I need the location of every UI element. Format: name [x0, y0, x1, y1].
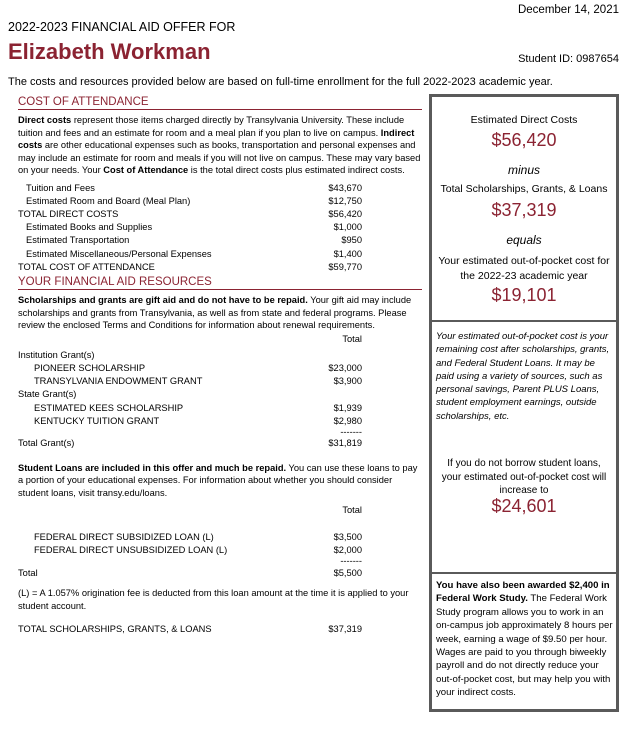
aid-total-header: Total	[342, 333, 362, 344]
left-column	[18, 96, 422, 635]
loans-total-header: Total	[342, 504, 362, 515]
offer-title: 2022-2023 FINANCIAL AID OFFER FOR	[8, 20, 236, 34]
summary-divider	[432, 320, 616, 322]
cost-row: Estimated Books and Supplies $1,000	[26, 222, 362, 233]
summary-box	[429, 94, 619, 712]
aid-paragraph: Scholarships and grants are gift aid and do not have to be repaid. Your gift aid may include scholarships and grants from Transylvania, as well as from state and federal programs. Please review the enclosed Terms and Conditions for information about renewal requirements.	[18, 295, 412, 331]
letter-date: December 14, 2021	[517, 4, 619, 16]
aid-total-amount: $37,319	[491, 200, 557, 220]
total-grants-row: Total Grant(s) $31,819	[18, 437, 362, 448]
cost-row: Estimated Miscellaneous/Personal Expenses $1,400	[26, 248, 362, 259]
aid-heading: YOUR FINANCIAL AID RESOURCES	[18, 276, 422, 290]
oop-explanation: Your estimated out-of-pocket cost is your remaining cost after scholarships, grants, and Federal Student Loans. It may be paid using a variety of sources, such as personal savings, Parent PLUS Loans, student employment earnings, outside scholarships, etc.	[436, 331, 610, 422]
loans-total-row: Total $5,500	[18, 567, 362, 578]
cost-row: Estimated Room and Board (Meal Plan) $12,750	[26, 195, 362, 206]
no-loan-label: If you do not borrow student loans, your estimated out-of-pocket cost will increase to	[441, 458, 607, 496]
no-loan-amount: $24,601	[491, 496, 557, 516]
institution-grants-label: Institution Grant(s)	[18, 349, 95, 360]
state-grants-label: State Grant(s)	[18, 389, 77, 400]
direct-costs-label: Estimated Direct Costs	[470, 114, 578, 126]
cost-row: TOTAL COST OF ATTENDANCE $59,770	[18, 261, 362, 272]
cost-paragraph: Direct costs represent those items charged directly by Transylvania University. These include tuition and fees and an estimate for room and a meal plan if you plan to live on campus. Indirect costs are other educational expenses such as books, transportation and personal expenses and may include an estimate for room and meals if you will not live on campus. These may vary based on your needs. Your Cost of Attendance is the total direct costs plus estimated indirect costs.	[18, 115, 421, 176]
cost-row: Estimated Transportation $950	[26, 235, 362, 246]
loans-paragraph: Student Loans are included in this offer and much be repaid. You can use these loans to pay a portion of your educational expenses. For information about whether you should consider student loans, visit transy.edu/loans.	[18, 462, 418, 498]
grant-row: PIONEER SCHOLARSHIP $23,000	[34, 363, 362, 374]
dashes: -------	[340, 556, 362, 567]
grant-row: TRANSYLVANIA ENDOWMENT GRANT $3,900	[34, 376, 362, 387]
grant-row: ESTIMATED KEES SCHOLARSHIP $1,939	[34, 402, 362, 413]
loan-fee-note: (L) = A 1.057% origination fee is deducted from this loan amount at the time it is applied to your student account.	[18, 588, 409, 611]
student-id: Student ID: 0987654	[518, 53, 619, 65]
cost-row: Tuition and Fees $43,670	[26, 182, 362, 193]
aid-total-label: Total Scholarships, Grants, & Loans	[440, 183, 608, 195]
cost-heading: COST OF ATTENDANCE	[18, 96, 422, 110]
loan-row: FEDERAL DIRECT SUBSIDIZED LOAN (L) $3,500	[34, 532, 362, 543]
equals-label: equals	[506, 233, 542, 247]
intro-text: The costs and resources provided below are based on full-time enrollment for the full 2022-2023 academic year.	[8, 76, 553, 88]
minus-label: minus	[507, 163, 540, 177]
oop-label: Your estimated out-of-pocket cost for the 2022-23 academic year	[438, 255, 610, 282]
student-name: Elizabeth Workman	[8, 39, 211, 64]
work-study-text: You have also been awarded $2,400 in Federal Work Study. The Federal Work Study program allows you to work in an on-campus job approximately 8 hours per week, earning a wage of $9.50 per hour. Wages are paid to you through biweekly payroll and do not directly reduce your out-of-pocket cost, but may help you with your indirect costs.	[436, 580, 613, 699]
grant-row: KENTUCKY TUITION GRANT $2,980	[34, 415, 362, 426]
grand-total-row: TOTAL SCHOLARSHIPS, GRANTS, & LOANS $37,319	[18, 623, 362, 634]
summary-divider	[432, 572, 616, 574]
oop-amount: $19,101	[491, 285, 557, 305]
dashes: -------	[340, 426, 362, 437]
direct-costs-amount: $56,420	[491, 130, 557, 150]
loan-row: FEDERAL DIRECT UNSUBSIDIZED LOAN (L) $2,000	[34, 545, 362, 556]
cost-row: TOTAL DIRECT COSTS $56,420	[18, 208, 362, 219]
